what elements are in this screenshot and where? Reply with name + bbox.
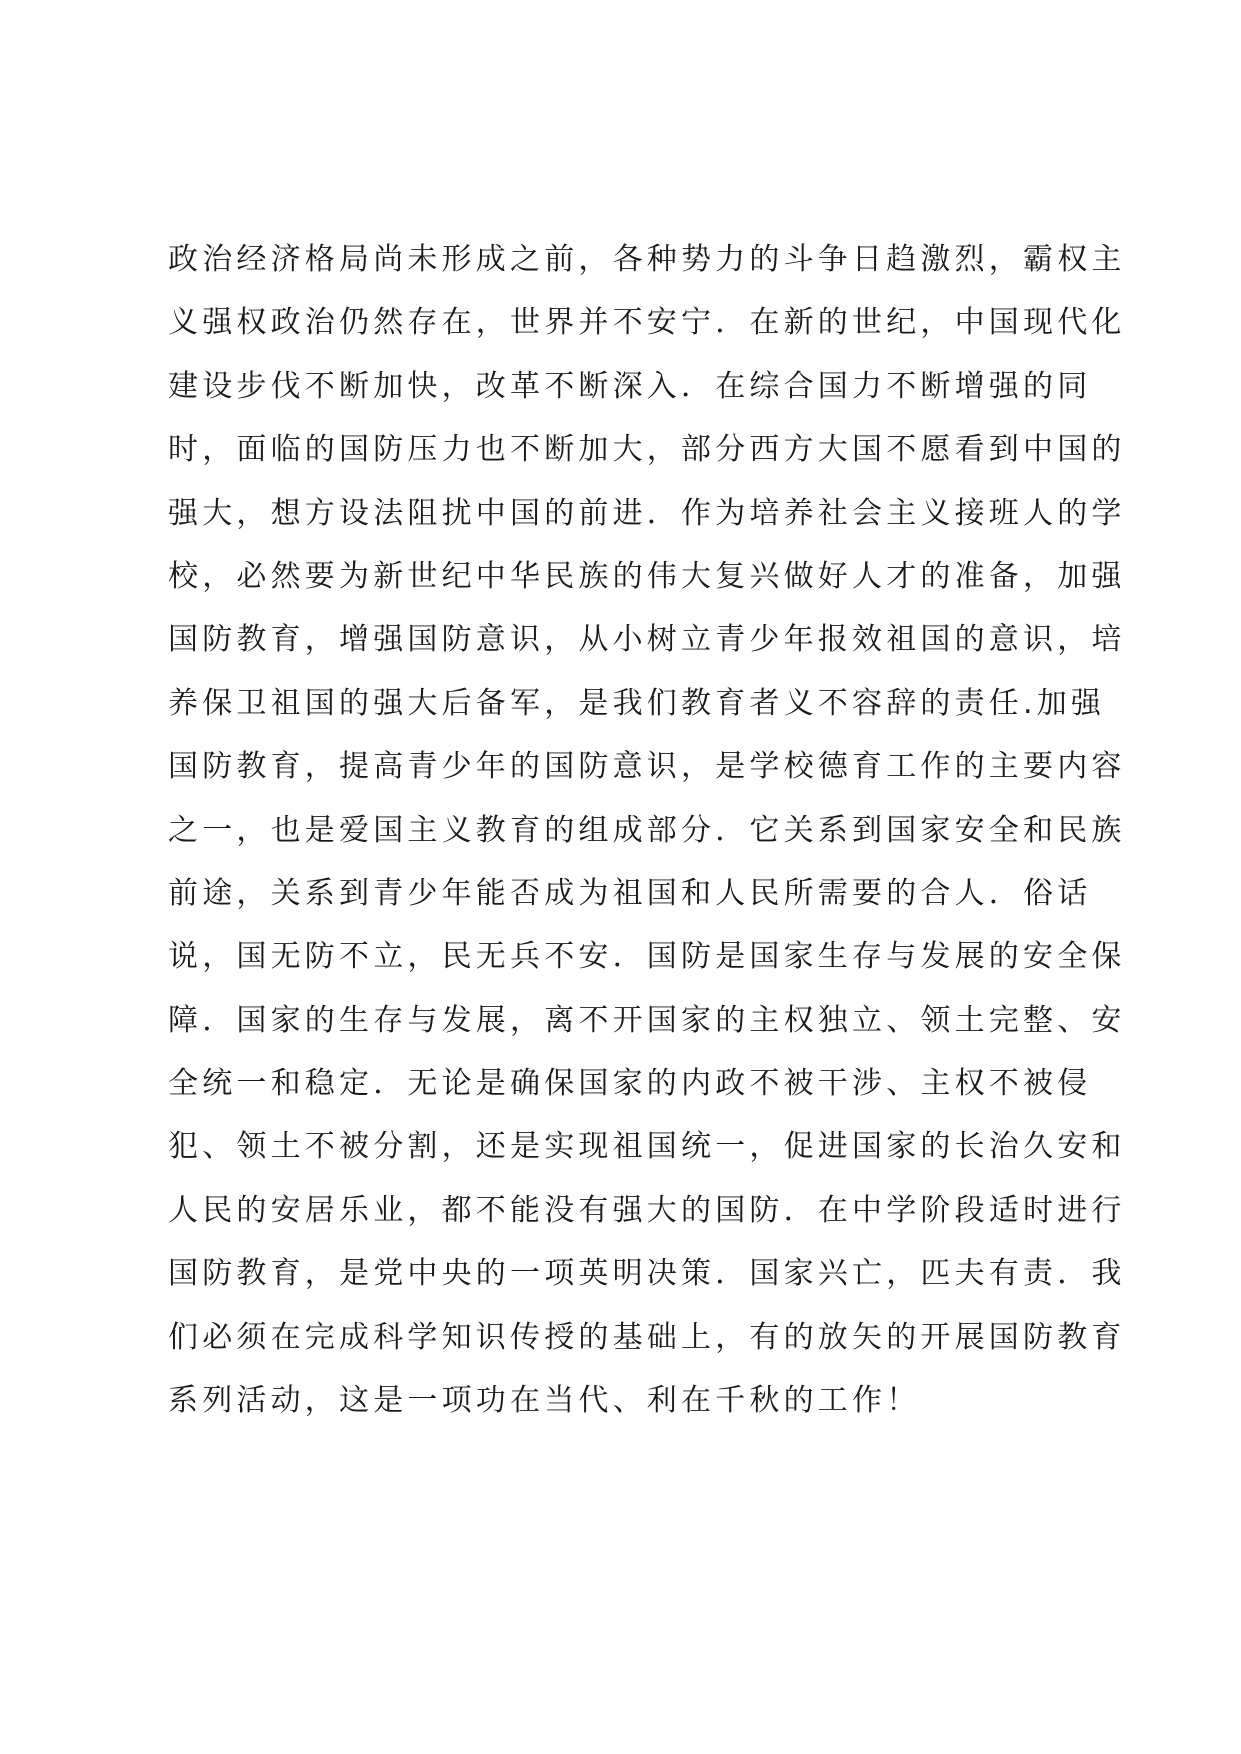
text-line: 系列活动，这是一项功在当代、利在千秋的工作！ (168, 1383, 921, 1419)
text-line: 说，国无防不立，民无兵不安．国防是国家生存与发展的安全保 (168, 939, 1126, 975)
body-text (168, 228, 1126, 1432)
text-line: 国防教育，增强国防意识，从小树立青少年报效祖国的意识，培 (168, 622, 1126, 658)
text-line: 国防教育，是党中央的一项英明决策．国家兴亡，匹夫有责．我 (168, 1256, 1126, 1292)
text-line: 人民的安居乐业，都不能没有强大的国防．在中学阶段适时进行 (168, 1192, 1126, 1228)
text-line: 之一，也是爱国主义教育的组成部分．它关系到国家安全和民族 (168, 812, 1126, 848)
text-line: 前途，关系到青少年能否成为祖国和人民所需要的合人．俗话 (168, 875, 1092, 911)
text-line: 义强权政治仍然存在，世界并不安宁．在新的世纪，中国现代化 (168, 305, 1126, 341)
text-line: 校，必然要为新世纪中华民族的伟大复兴做好人才的准备，加强 (168, 558, 1126, 594)
text-line: 障．国家的生存与发展，离不开国家的主权独立、领土完整、安 (168, 1002, 1126, 1038)
text-line: 全统一和稳定．无论是确保国家的内政不被干涉、主权不被侵 (168, 1066, 1092, 1102)
text-line: 犯、领土不被分割，还是实现祖国统一，促进国家的长治久安和 (168, 1129, 1126, 1165)
text-line: 政治经济格局尚未形成之前，各种势力的斗争日趋激烈，霸权主 (168, 242, 1126, 277)
text-line: 建设步伐不断加快，改革不断深入．在综合国力不断增强的同 (168, 368, 1092, 404)
text-line: 强大，想方设法阻扰中国的前进．作为培养社会主义接班人的学 (168, 495, 1126, 531)
text-line: 养保卫祖国的强大后备军，是我们教育者义不容辞的责任.加强 (168, 685, 1106, 721)
text-line: 时，面临的国防压力也不断加大，部分西方大国不愿看到中国的 (168, 432, 1126, 468)
text-line: 国防教育，提高青少年的国防意识，是学校德育工作的主要内容 (168, 749, 1126, 785)
text-line: 们必须在完成科学知识传授的基础上，有的放矢的开展国防教育 (168, 1319, 1126, 1355)
